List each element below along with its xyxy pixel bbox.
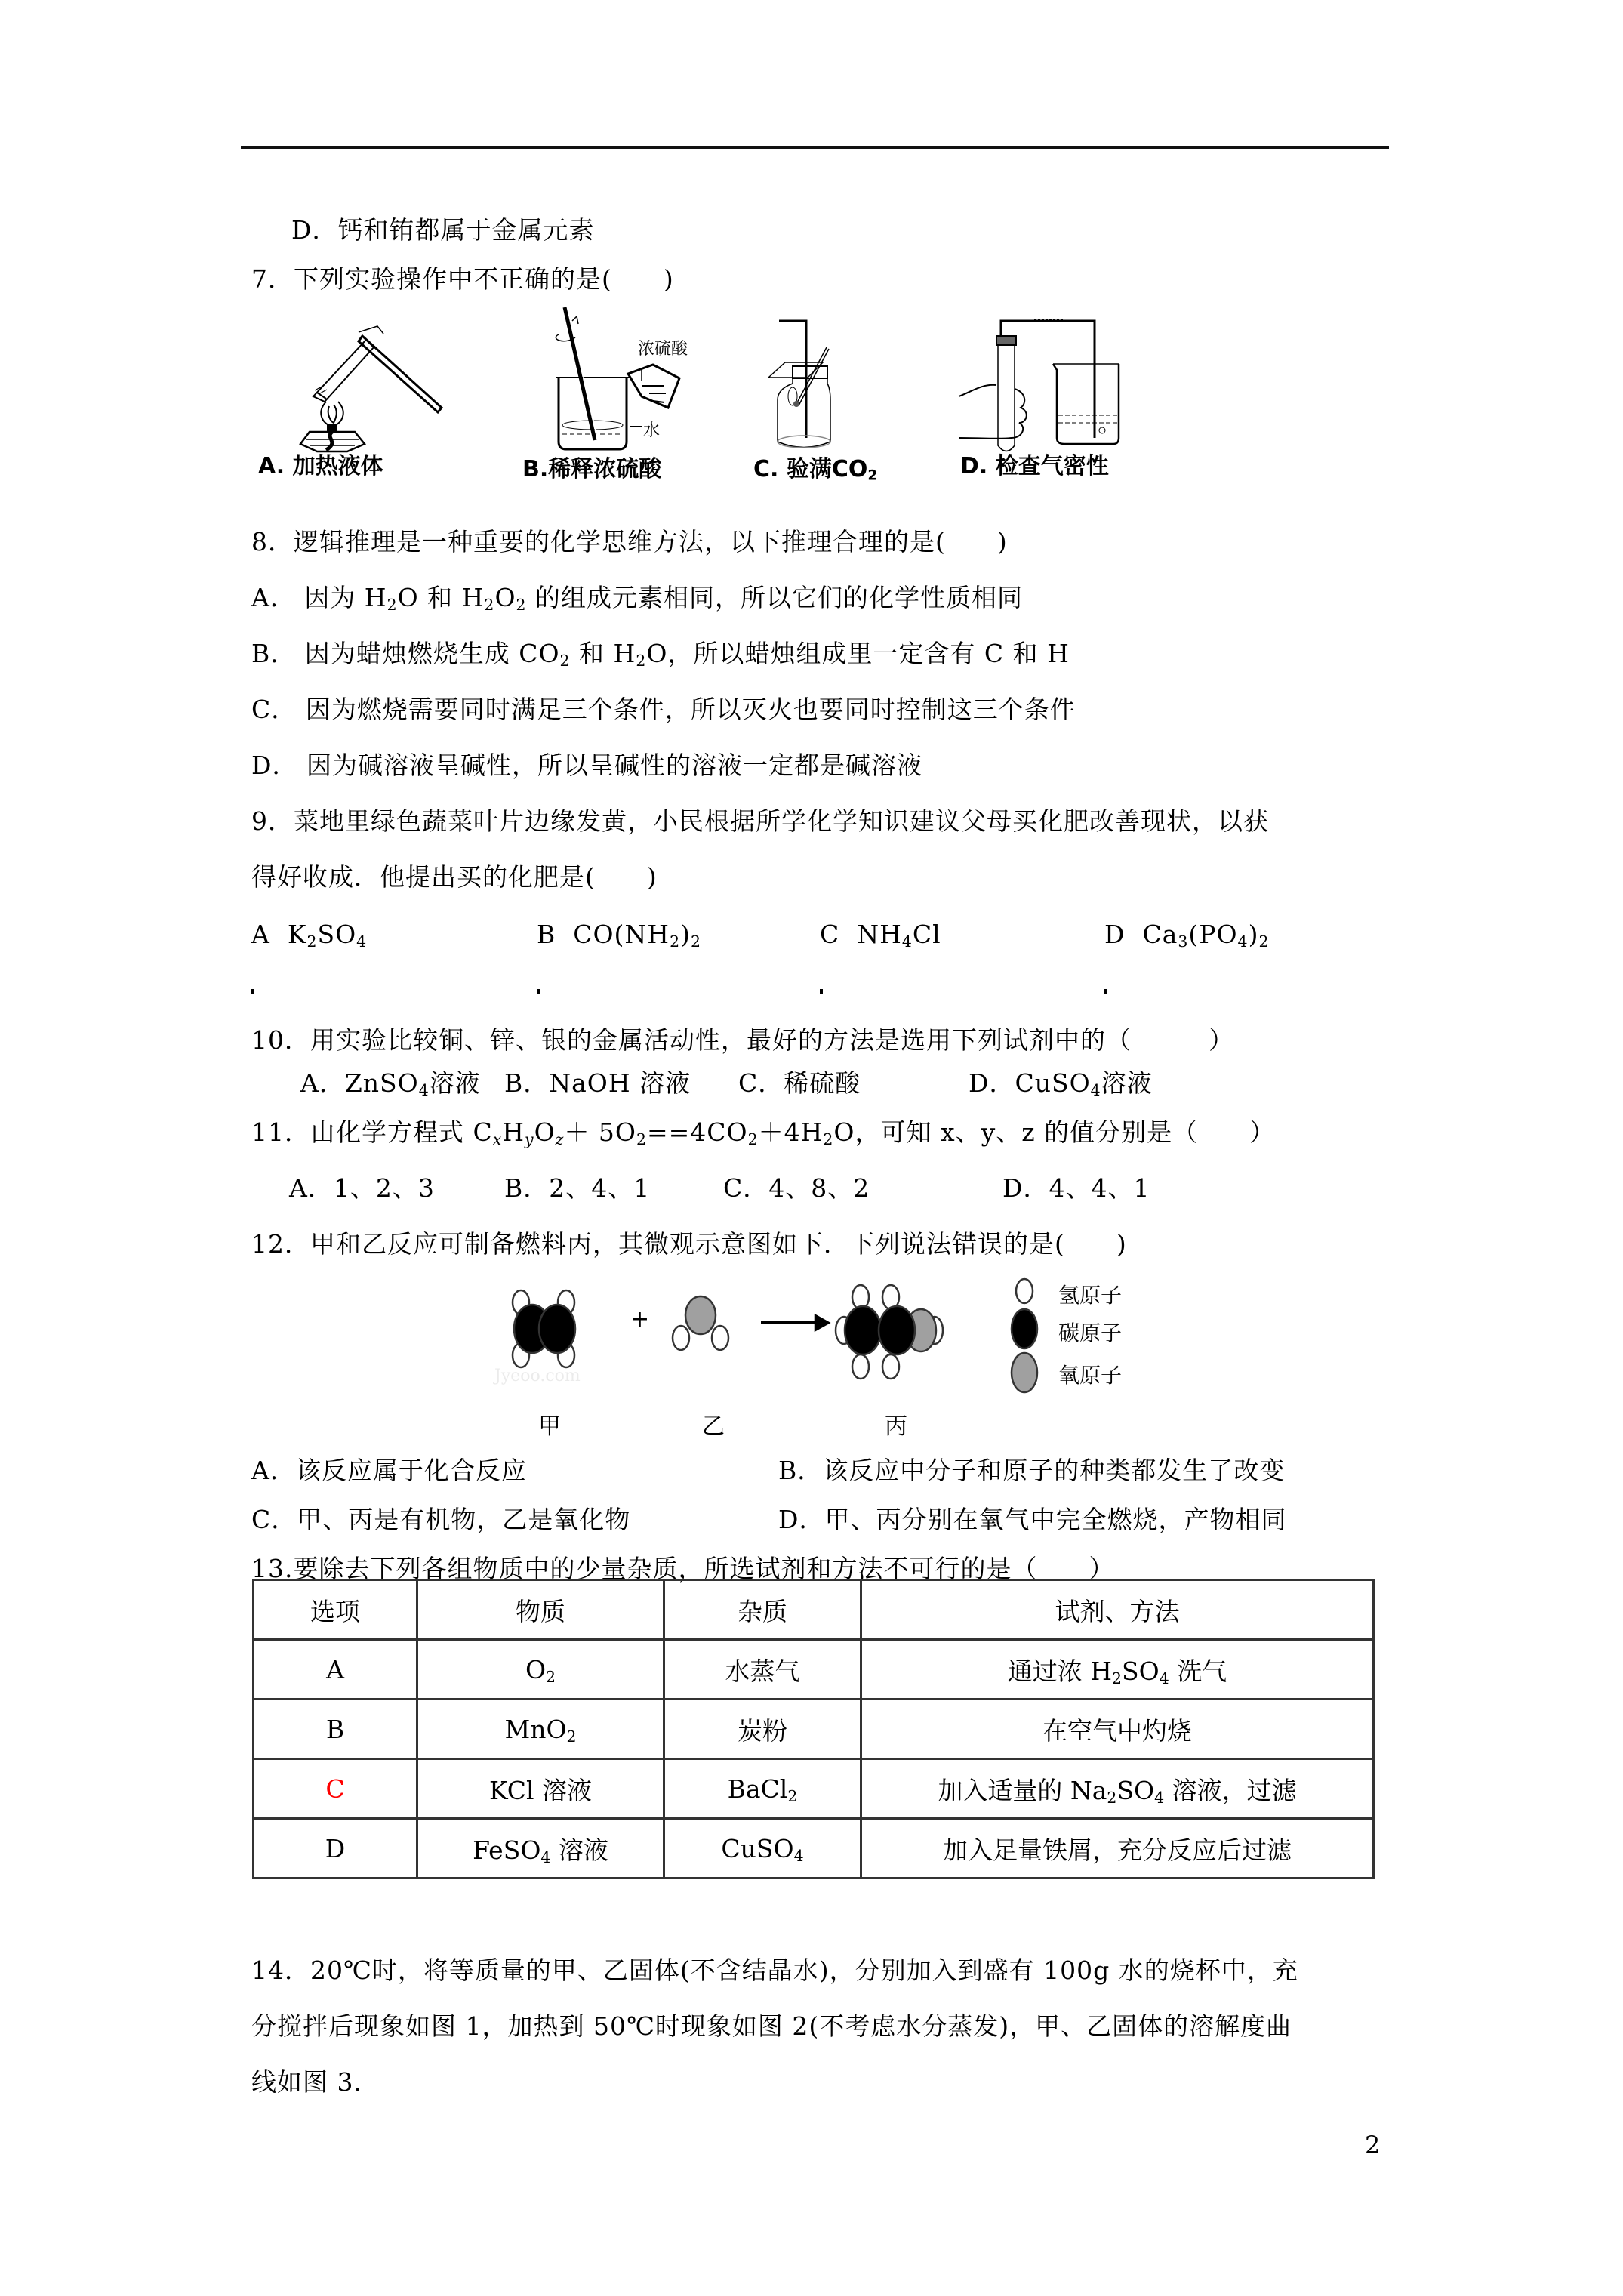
q8-b-text: O，所以蜡烛组成里一定含有 C 和 H — [646, 639, 1070, 668]
cell-text: SO — [1116, 1775, 1155, 1805]
q8-a-sub: 2 — [484, 596, 495, 615]
reaction-arrow-icon — [761, 1315, 829, 1330]
cell-sub: 4 — [793, 1846, 804, 1865]
airtightness-check-apparatus-icon — [959, 317, 1140, 457]
q8-option-d: D． 因为碱溶液呈碱性，所以呈碱性的溶液一定都是碱溶液 — [251, 750, 922, 780]
q8-b-sub: 2 — [636, 652, 647, 670]
q8-a-text: A． 因为 H — [251, 583, 387, 612]
table-row — [254, 1700, 1374, 1759]
row-option: D — [254, 1819, 417, 1878]
q12-option-d: D．甲、丙分别在氧气中完全燃烧，产物相同 — [778, 1505, 1287, 1534]
hydrogen-atom-icon — [673, 1326, 689, 1350]
q10-option-a — [300, 1068, 481, 1099]
q9-option-c — [820, 920, 941, 950]
q8-b-text: 和 H — [570, 639, 636, 668]
cell-text: 加入适量的 Na — [938, 1775, 1107, 1805]
q9-option-d — [1104, 920, 1269, 950]
hydrogen-atom-icon — [852, 1354, 869, 1379]
q8-a-text: O — [494, 583, 516, 612]
watermark: Jyeoo.com — [494, 1367, 581, 1385]
q12-option-a: A．该反应属于化合反应 — [251, 1456, 527, 1485]
q9-option-b — [537, 920, 701, 950]
q9-c-text: Cl — [912, 920, 941, 949]
q14-line2: 分搅拌后现象如图 1，加热到 50℃时现象如图 2(不考虑水分蒸发)，甲、乙固体的溶解度曲 — [251, 2011, 1292, 2041]
q11-stem — [251, 1117, 1275, 1148]
table-header-row — [254, 1580, 1374, 1640]
purification-table — [252, 1579, 1375, 1879]
q12-option-c: C．甲、丙是有机物，乙是氧化物 — [251, 1505, 631, 1534]
cell-sub: 2 — [566, 1727, 577, 1746]
legend-carbon-label: 碳原子 — [1058, 1321, 1123, 1345]
q8-b-sub: 2 — [559, 652, 571, 670]
q10-a-sub: 4 — [418, 1081, 430, 1100]
figure-b-water-annotation: 水 — [643, 421, 661, 440]
q8-option-a — [251, 583, 1023, 613]
diluting-sulfuric-acid-apparatus-icon — [528, 306, 710, 453]
q9-c-sub: 4 — [901, 932, 913, 951]
legend-oxygen-icon — [1012, 1353, 1037, 1392]
q13-stem: 13.要除去下列各组物质中的少量杂质，所选试剂和方法不可行的是（ ） — [251, 1554, 1115, 1583]
legend-hydrogen-icon — [1016, 1279, 1033, 1303]
q10-a-text: 溶液 — [429, 1068, 481, 1098]
cell-text: 溶液 — [550, 1835, 608, 1865]
molecule-label-bing: 丙 — [885, 1413, 907, 1440]
page-number: 2 — [1365, 2131, 1381, 2159]
q10-option-b: B．NaOH 溶液 — [504, 1068, 691, 1098]
cell-text: O — [525, 1654, 547, 1684]
q11-sub: 2 — [823, 1130, 834, 1149]
carbon-atom-icon — [539, 1305, 575, 1353]
q9-d-sub: 3 — [1178, 932, 1189, 951]
q11-text: 11．由化学方程式 C — [251, 1117, 493, 1147]
q9-option-b-dot — [537, 989, 540, 994]
q9-a-letter: A — [251, 920, 270, 949]
row-option: A — [254, 1640, 417, 1700]
q11-option-c: C．4、8、2 — [723, 1173, 870, 1203]
q11-option-d: D．4、4、1 — [1002, 1173, 1150, 1203]
q11-text: O，可知 x、y、z 的值分别是（ ） — [833, 1117, 1276, 1147]
q9-c-text: NH — [857, 920, 902, 949]
q11-sub: y — [525, 1130, 534, 1149]
q8-a-sub: 2 — [387, 596, 398, 615]
row-impurity — [664, 1819, 861, 1878]
row-substance — [417, 1819, 664, 1878]
cell-sub: 4 — [1159, 1669, 1169, 1687]
q8-option-c: C． 因为燃烧需要同时满足三个条件，所以灭火也要同时控制这三个条件 — [251, 695, 1076, 724]
q8-option-b — [251, 639, 1070, 669]
cell-text: CuSO — [721, 1833, 794, 1863]
q9-c-letter: C — [820, 920, 840, 949]
molecule-label-yi: 乙 — [702, 1413, 725, 1440]
q9-d-text: Ca — [1142, 920, 1178, 949]
q8-b-text: B． 因为蜡烛燃烧生成 CO — [251, 639, 560, 668]
cell-text: SO — [1122, 1656, 1160, 1686]
q11-text: ＋ 5O — [564, 1117, 636, 1147]
legend-hydrogen-label: 氢原子 — [1058, 1283, 1123, 1308]
q9-d-sub: 2 — [1258, 932, 1270, 951]
row-substance — [417, 1700, 664, 1759]
q11-sub: z — [555, 1130, 565, 1149]
cell-text: BaCl — [727, 1774, 788, 1804]
row-method — [861, 1759, 1374, 1819]
q11-option-b: B．2、4、1 — [504, 1173, 651, 1203]
row-impurity: 水蒸气 — [664, 1640, 861, 1700]
row-method: 在空气中灼烧 — [861, 1700, 1374, 1759]
q9-d-text: (PO — [1188, 920, 1238, 949]
q9-option-a — [251, 920, 367, 950]
q10-a-text: A．ZnSO — [300, 1068, 419, 1098]
q12-stem: 12．甲和乙反应可制备燃料丙，其微观示意图如下．下列说法错误的是( ) — [251, 1229, 1127, 1259]
q9-d-sub: 4 — [1237, 932, 1249, 951]
row-method: 加入足量铁屑，充分反应后过滤 — [861, 1819, 1374, 1878]
cell-sub: 4 — [540, 1848, 551, 1866]
q11-sub: 2 — [636, 1130, 647, 1149]
row-impurity — [664, 1759, 861, 1819]
q9-option-c-dot — [820, 989, 823, 994]
cell-text: FeSO — [473, 1835, 541, 1865]
q6-option-d: D．钙和铕都属于金属元素 — [291, 215, 595, 245]
row-substance — [417, 1640, 664, 1700]
q9-a-sub: 2 — [306, 932, 318, 951]
q10-option-d — [969, 1068, 1153, 1099]
header-method: 试剂、方法 — [861, 1580, 1374, 1640]
carbon-atom-icon — [879, 1306, 915, 1354]
molecule-yi — [673, 1296, 728, 1350]
table-row — [254, 1819, 1374, 1878]
q9-stem-line1: 9．菜地里绿色蔬菜叶片边缘发黄，小民根据所学化学知识建议父母买化肥改善现状，以获 — [251, 806, 1269, 836]
q9-d-text: ) — [1248, 920, 1259, 949]
q9-b-letter: B — [537, 920, 556, 949]
hydrogen-atom-icon — [882, 1354, 899, 1379]
q7-stem: 7．下列实验操作中不正确的是( ) — [251, 264, 674, 294]
q9-option-d-dot — [1104, 989, 1107, 994]
row-option: B — [254, 1700, 417, 1759]
q9-b-text: CO(NH — [573, 920, 670, 949]
q8-a-sub: 2 — [516, 596, 527, 615]
molecule-bing — [836, 1285, 943, 1379]
q8-a-text: 的组成元素相同，所以它们的化学性质相同 — [526, 583, 1024, 612]
cell-text: 洗气 — [1169, 1656, 1227, 1686]
cell-sub: 4 — [1154, 1788, 1165, 1807]
q10-d-text: D．CuSO — [969, 1068, 1091, 1098]
table-row — [254, 1640, 1374, 1700]
q11-text: ==4CO — [647, 1117, 748, 1147]
q10-d-sub: 4 — [1090, 1081, 1101, 1100]
row-method — [861, 1640, 1374, 1700]
figure-a-label: A. 加热液体 — [258, 453, 383, 479]
molecule-label-jia: 甲 — [538, 1413, 561, 1440]
q9-a-sub: 4 — [356, 932, 368, 951]
header-substance: 物质 — [417, 1580, 664, 1640]
cell-text: MnO — [504, 1714, 567, 1744]
q11-text: O — [534, 1117, 556, 1147]
figure-c-label — [753, 456, 877, 483]
q11-text: H — [502, 1117, 525, 1147]
cell-sub: 2 — [546, 1667, 556, 1686]
cell-text: 溶液，过滤 — [1164, 1775, 1297, 1805]
figure-c-label-text: C. 验满CO — [753, 456, 868, 482]
q9-b-sub: 2 — [690, 932, 701, 951]
row-option-highlighted: C — [254, 1759, 417, 1819]
header-impurity: 杂质 — [664, 1580, 861, 1640]
q9-option-a-dot — [251, 989, 254, 994]
q9-a-text: SO — [317, 920, 357, 949]
q11-option-a: A．1、2、3 — [289, 1173, 435, 1203]
figure-d-label: D. 检查气密性 — [960, 453, 1109, 479]
q9-stem-line2: 得好收成．他提出买的化肥是( ) — [251, 862, 658, 892]
q11-sub: x — [492, 1130, 503, 1149]
cell-text: 通过浓 H — [1007, 1656, 1113, 1686]
header-option: 选项 — [254, 1580, 417, 1640]
figure-b-acid-annotation: 浓硫酸 — [638, 340, 688, 359]
cell-sub: 2 — [1112, 1669, 1123, 1687]
heating-liquid-apparatus-icon — [279, 317, 430, 449]
figure-b-label: B.稀释浓硫酸 — [522, 456, 662, 482]
q11-sub: 2 — [747, 1130, 759, 1149]
cell-sub: 2 — [787, 1786, 798, 1805]
oxygen-atom-icon — [685, 1296, 716, 1334]
molecule-jia — [513, 1290, 575, 1367]
q9-a-text: K — [287, 920, 307, 949]
figure-c-label-sub: 2 — [867, 467, 878, 484]
row-substance: KCl 溶液 — [417, 1759, 664, 1819]
table-row — [254, 1759, 1374, 1819]
q14-line1: 14．20℃时，将等质量的甲、乙固体(不含结晶水)，分别加入到盛有 100g 水的烧杯中，充 — [251, 1955, 1298, 1985]
q9-d-letter: D — [1104, 920, 1126, 949]
q8-stem: 8．逻辑推理是一种重要的化学思维方法，以下推理合理的是( ) — [251, 527, 1008, 556]
legend-carbon-icon — [1012, 1309, 1037, 1348]
q10-d-text: 溶液 — [1101, 1068, 1153, 1098]
legend-oxygen-label: 氧原子 — [1058, 1363, 1123, 1388]
co2-full-check-apparatus-icon — [762, 317, 861, 453]
q8-a-text: O 和 H — [397, 583, 485, 612]
q12-option-b: B．该反应中分子和原子的种类都发生了改变 — [778, 1456, 1286, 1485]
q10-option-c: C．稀硫酸 — [738, 1068, 861, 1098]
row-impurity: 炭粉 — [664, 1700, 861, 1759]
q9-b-text: ) — [680, 920, 691, 949]
q9-b-sub: 2 — [670, 932, 681, 951]
hydrogen-atom-icon — [712, 1326, 728, 1350]
q10-stem: 10．用实验比较铜、锌、银的金属活动性，最好的方法是选用下列试剂中的（ ） — [251, 1025, 1234, 1055]
q14-line3: 线如图 3. — [251, 2067, 362, 2097]
carbon-atom-icon — [845, 1306, 881, 1354]
cell-sub: 2 — [1107, 1788, 1117, 1807]
q11-text: ＋4H — [758, 1117, 824, 1147]
header-rule — [241, 146, 1389, 149]
plus-sign: + — [630, 1306, 650, 1333]
